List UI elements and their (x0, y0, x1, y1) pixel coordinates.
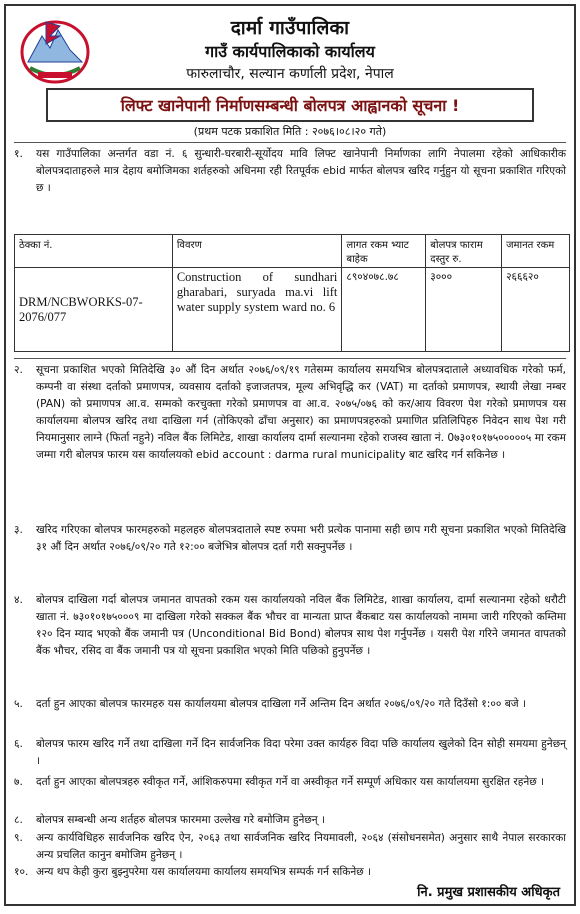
cost-cell: ८९०४०७८.७८ (342, 268, 426, 352)
item-text: बोलपत्र सम्बन्धी अन्य शर्तहरु बोलपत्र फारममा उल्लेख गरे बमोजिम हुनेछन् । (36, 814, 326, 826)
list-item (14, 592, 566, 660)
item-number: १. (14, 148, 23, 160)
item-number: ६. (14, 738, 23, 750)
item-number: ९. (14, 832, 23, 844)
item-text: बोलपत्र फारम खरिद गर्ने तथा दाखिला गर्ने दिन सार्वजनिक विदा परेमा उक्त कार्यहरु विदा पछि कार्यालय खुलेको दिन सोही समयमा हुनेछन् । (36, 738, 566, 767)
col-cost: लागत रकम भ्याट बाहेक (342, 235, 426, 268)
list-item (14, 736, 566, 770)
guarantee-cell: २६६६२० (502, 268, 570, 352)
municipality-name: दार्मा गाउँपालिका (230, 17, 350, 39)
list-item (14, 362, 566, 464)
contract-no-cell: DRM/NCBWORKS-07-2076/077 (15, 268, 173, 352)
item-text: अन्य कार्यविधिहरु सार्वजनिक खरिद ऐन, २०६३ तथा सार्वजनिक खरिद नियमावली, २०६४ (संसोधनसमेत) अनुसार साथै नेपाल सरकारका अन्य प्रचलित कानुन बमोजिम हुनेछन् । (36, 832, 566, 861)
item-number: ३. (14, 524, 23, 536)
divider (14, 142, 566, 143)
notice-page (4, 4, 576, 906)
table-row (15, 268, 570, 352)
list-item (14, 774, 566, 791)
item-text: दर्ता हुन आएका बोलपत्रहरु स्वीकृत गर्ने, आंशिकरुपमा स्वीकृत गर्ने वा अस्वीकृत गर्ने सम्पूर्ण अधिकार यस कार्यालयमा सुरक्षित रहनेछ । (36, 776, 545, 788)
item-text: खरिद गरिएका बोलपत्र फारमहरुको महलहरु बोलपत्रदाताले स्पष्ट रुपमा भरी प्रत्येक पानामा सही छाप गरी सूचना प्रकाशित भएको मितिदेखि ३१ औं दिन अर्थात २०७६/०९/२० गते १२:०० बजेभित्र बोलपत्र दर्ता गरी सक्नुपर्नेछ । (36, 524, 566, 553)
divider (14, 358, 566, 359)
tender-table (14, 234, 570, 352)
item-number: १०. (14, 866, 29, 878)
item-number: ७. (14, 776, 23, 788)
list-item (14, 830, 566, 864)
intro-paragraph (14, 146, 566, 197)
list-item (14, 864, 566, 881)
item-number: २. (14, 364, 23, 376)
address: फारुलाचौर, सल्यान कर्णाली प्रदेश, नेपाल (186, 66, 394, 82)
item-text: अन्य थप केही कुरा बुझ्नुपरेमा यस कार्यालयमा कार्यालय समयभित्र सम्पर्क गर्न सकिनेछ । (36, 866, 372, 878)
col-description: विवरण (172, 235, 342, 268)
list-item (14, 696, 566, 713)
description-cell: Construction of sundhari gharabari, suryada ma.vi lift water supply system ward no. 6 (172, 268, 342, 352)
list-item (14, 812, 566, 829)
form-fee-cell: ३००० (426, 268, 502, 352)
item-text: सूचना प्रकाशित भएको मितिदेखि ३० औं दिन अर्थात २०७६/०९/१९ गतेसम्म कार्यालय समयभित्र बोलपत्रदाताले अध्यावधिक गरेको फर्म, कम्पनी वा संस्था दर्ताको प्रमाणपत्र, व्यवसाय दर्ताको इजाजतपत्र, मूल्य अभिवृद्धि कर (VAT) मा दर्ताको प्रमाणपत्र, स्थायी लेखा नम्बर (PAN) को प्रमाणपत्र आ.व. सम्मको करचुक्ता गरेको प्रमाणपत्र वा आ.व. २०७५/०७६ को कर/आय विवरण पेश गरेको प्रमाणपत्र यस कार्यालयमा बोलपत्र खरिद तथा दाखिला गर्न (तोकिएको ढाँचा अनुसार) का प्रमाणपत्रहरुको प्रमाणित प्रतिलिपिहरु निवेदन साथ पेश गरी नियमानुसार लाग्ने (फिर्ता नहुने) नविल बैंक लिमिटेड, शाखा कार्यालय दार्मा सल्यानमा रहेको राजस्व खाता नं. 0७३०१०१७५०००००५ मा रकम जम्मा गरी बोलपत्र फारम यस कार्यालयको ebid account : darma rural municipality बाट खरिद गर्न सकिनेछ । (36, 364, 566, 461)
notice-title: लिफ्ट खानेपानी निर्माणसम्बन्धी बोलपत्र आह्वानको सूचना ! (46, 88, 534, 122)
table-header-row (15, 235, 570, 268)
publish-date: (प्रथम पटक प्रकाशित मिति : २०७६।०८।२० गते) (193, 125, 387, 138)
col-contract-no: ठेक्का नं. (15, 235, 173, 268)
item-text: दर्ता हुन आएका बोलपत्र फारमहरु यस कार्यालयमा बोलपत्र दाखिला गर्ने अन्तिम दिन अर्थात २०७६/०९/२० गते दिउँसो १:०० बजे । (36, 698, 527, 710)
item-number: ५. (14, 698, 23, 710)
signature: नि. प्रमुख प्रशासकीय अधिकृत (417, 885, 560, 900)
office-name: गाउँ कार्यपालिकाको कार्यालय (205, 42, 375, 61)
col-form-fee: बोलपत्र फाराम दस्तुर रु. (426, 235, 502, 268)
item-text: बोलपत्र दाखिला गर्दा बोलपत्र जमानत वापतको रकम यस कार्यालयको नविल बैंक लिमिटेड, शाखा कार्यालय, दार्मा सल्यानमा रहेको धरौटी खाता नं. ७३०१०१७५०००९ मा दाखिला गरेको सक्कल बैंक भौचर वा मान्यता प्राप्त बैंकबाट यस कार्यालयको नाममा जारी गरिएको कम्तिमा १२० दिन म्याद भएको बैंक जमानी पत्र (Unconditional Bid Bond) बोलपत्र साथ पेश गर्नुपर्नेछ । यसरी पेश गरिने जमानत वापतको बैंक भौचर, रसिद वा बैंक जमानी पत्र यो सूचना प्रकाशित भएको मिति पछिको हुनुपर्नेछ । (36, 594, 566, 657)
item-number: ४. (14, 594, 23, 606)
item-number: ८. (14, 814, 23, 826)
col-guarantee: जमानत रकम (502, 235, 570, 268)
item-text: यस गाउँपालिका अन्तर्गत वडा नं. ६ सुन्धारी-घरबारी-सूर्योदय मावि लिफ्ट खानेपानी निर्माणका लागि नेपालमा रहेको आधिकारीक बोलपत्रदाताहरुले मात्र देहाय बमोजिमका शर्तहरुको अधिनमा रही रितपूर्वक ebid मार्फत बोलपत्र खरिद गर्नुहुन यो सूचना प्रकाशित गरिएको छ । (36, 148, 566, 194)
list-item (14, 522, 566, 556)
